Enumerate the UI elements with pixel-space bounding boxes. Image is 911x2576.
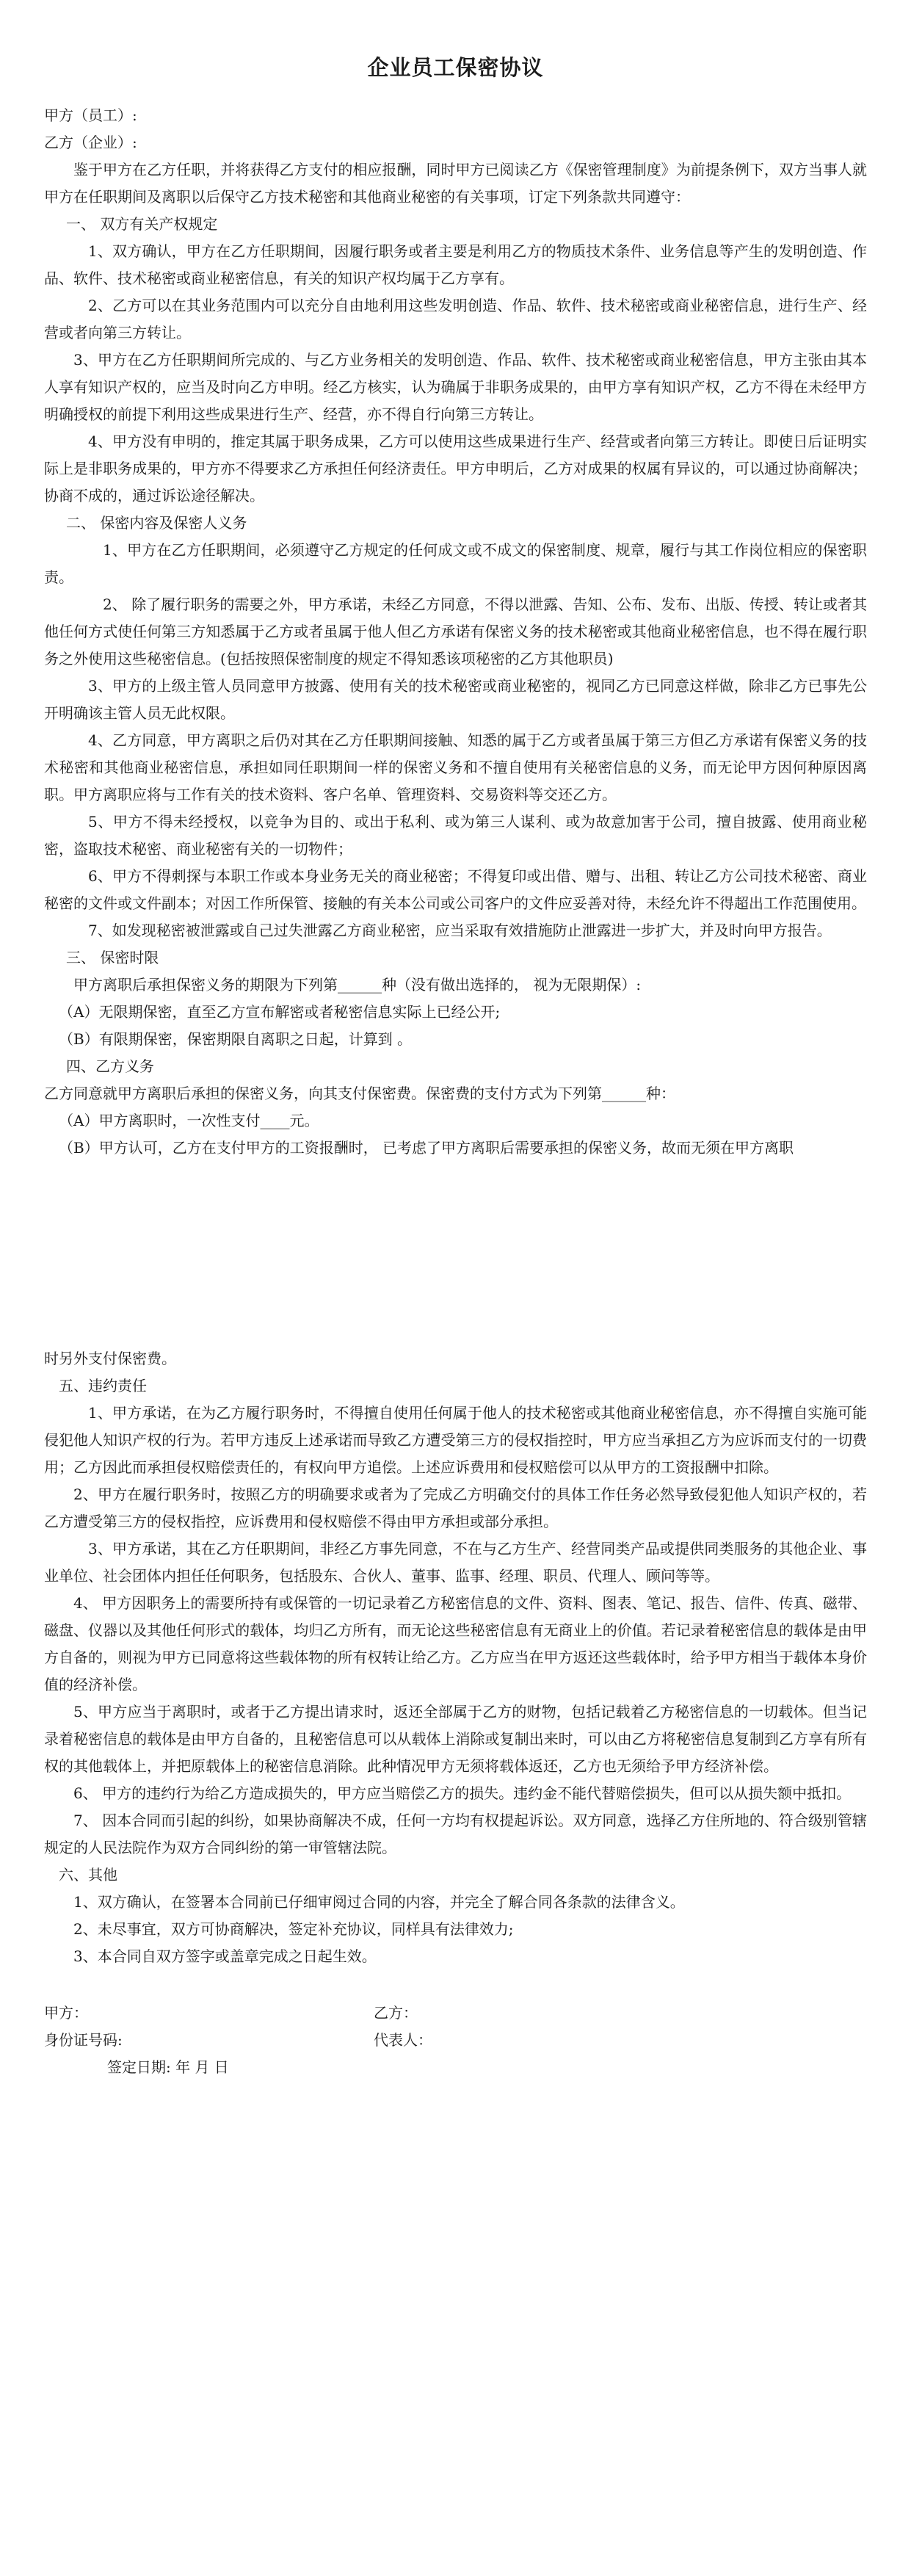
signature-row-parties xyxy=(44,2000,867,2027)
signature-row-date xyxy=(44,2054,867,2081)
preamble: 鉴于甲方在乙方任职，并将获得乙方支付的相应报酬，同时甲方已阅读乙方《保密管理制度》为前提条例下，双方当事人就甲方在任职期间及离职以后保守乙方技术秘密和其他商业秘密的有关事项，订定下列条款共同遵守： xyxy=(44,161,867,206)
page-break-gap xyxy=(44,1162,867,1345)
section-3-clause-1: 甲方离职后承担保密义务的期限为下列第______种（没有做出选择的， 视为无限期保）: xyxy=(73,976,642,994)
section-3-option-b: （B）有限期保密，保密期限自离职之日起，计算到 。 xyxy=(59,1030,413,1048)
section-2-clause-5: 5、甲方不得未经授权，以竞争为目的、或出于私利、或为第三人谋利、或为故意加害于公司，擅自披露、使用商业秘密，盗取技术秘密、商业秘密有关的一切物件； xyxy=(44,813,867,858)
signature-representative: 代表人： xyxy=(374,2031,432,2049)
signature-id-number: 身份证号码: xyxy=(44,2031,123,2049)
section-1-heading: 一、 双方有关产权规定 xyxy=(66,215,218,233)
section-4-option-b: （B）甲方认可，乙方在支付甲方的工资报酬时， 已考虑了甲方离职后需要承担的保密义务，故而无须在甲方离职 xyxy=(59,1139,794,1157)
signature-date: 签定日期: 年 月 日 xyxy=(107,2058,229,2076)
section-2-clause-2: 2、 除了履行职务的需要之外，甲方承诺，未经乙方同意，不得以泄露、告知、公布、发布、出版、传授、转让或者其他任何方式使任何第三方知悉属于乙方或者虽属于他人但乙方承诺有保密义务的技术秘密或其他商业秘密信息，也不得在履行职务之外使用这些秘密信息。(包括按照保密制度的规定不得知悉该项秘密的乙方其他职员) xyxy=(44,596,867,667)
section-6-heading: 六、其他 xyxy=(59,1866,117,1884)
signature-party-a: 甲方： xyxy=(44,2004,88,2022)
party-b-line: 乙方（企业）: xyxy=(44,134,137,151)
section-2-clause-3: 3、甲方的上级主管人员同意甲方披露、使用有关的技术秘密或商业秘密的，视同乙方已同意这样做，除非乙方已事先公开明确该主管人员无此权限。 xyxy=(44,677,867,722)
section-3-heading: 三、 保密时限 xyxy=(66,949,159,966)
section-4-continuation: 时另外支付保密费。 xyxy=(44,1350,176,1367)
section-6-clause-3: 3、本合同自双方签字或盖章完成之日起生效。 xyxy=(73,1947,377,1965)
section-3-option-a: （A）无限期保密，直至乙方宣布解密或者秘密信息实际上已经公开; xyxy=(59,1003,501,1021)
document-title: 企业员工保密协议 xyxy=(367,55,544,80)
section-5-clause-4: 4、 甲方因职务上的需要所持有或保管的一切记录着乙方秘密信息的文件、资料、图表、笔记、报告、信件、传真、磁带、磁盘、仪器以及其他任何形式的载体，均归乙方所有，而无论这些秘密信息有无商业上的价值。若记录着秘密信息的载体是由甲方自备的，则视为甲方已同意将这些载体物的所有权转让给乙方。乙方应当在甲方返还这些载体时，给予甲方相当于载体本身价值的经济补偿。 xyxy=(44,1594,867,1693)
section-4-clause-1: 乙方同意就甲方离职后承担的保密义务，向其支付保密费。保密费的支付方式为下列第______种： xyxy=(44,1085,675,1102)
section-1-clause-1: 1、双方确认，甲方在乙方任职期间，因履行职务或者主要是利用乙方的物质技术条件、业务信息等产生的发明创造、作品、软件、技术秘密或商业秘密信息，有关的知识产权均属于乙方享有。 xyxy=(44,242,867,287)
section-5-clause-2: 2、甲方在履行职务时，按照乙方的明确要求或者为了完成乙方明确交付的具体工作任务必然导致侵犯他人知识产权的，若乙方遭受第三方的侵权指控，应诉费用和侵权赔偿不得由甲方承担或部分承担。 xyxy=(44,1486,867,1530)
section-5-clause-7: 7、 因本合同而引起的纠纷，如果协商解决不成，任何一方均有权提起诉讼。双方同意，选择乙方住所地的、符合级别管辖规定的人民法院作为双方合同纠纷的第一审管辖法院。 xyxy=(44,1812,867,1856)
section-4-option-a: （A）甲方离职时，一次性支付____元。 xyxy=(59,1112,319,1129)
section-1-clause-3: 3、甲方在乙方任职期间所完成的、与乙方业务相关的发明创造、作品、软件、技术秘密或商业秘密信息，甲方主张由其本人享有知识产权的，应当及时向乙方申明。经乙方核实，认为确属于非职务成果的，由甲方享有知识产权，乙方不得在未经甲方明确授权的前提下利用这些成果进行生产、经营，亦不得自行向第三方转让。 xyxy=(44,351,867,423)
section-2-clause-4: 4、乙方同意，甲方离职之后仍对其在乙方任职期间接触、知悉的属于乙方或者虽属于第三方但乙方承诺有保密义务的技术秘密和其他商业秘密信息，承担如同任职期间一样的保密义务和不擅自使用有关秘密信息的义务，而无论甲方因何种原因离职。甲方离职应将与工作有关的技术资料、客户名单、管理资料、交易资料等交还乙方。 xyxy=(44,731,867,803)
section-5-clause-6: 6、 甲方的违约行为给乙方造成损失的，甲方应当赔偿乙方的损失。违约金不能代替赔偿损失，但可以从损失额中抵扣。 xyxy=(73,1784,852,1802)
section-6-clause-1: 1、双方确认，在签署本合同前已仔细审阅过合同的内容，并完全了解合同各条款的法律含义。 xyxy=(73,1893,685,1911)
party-a-line: 甲方（员工）: xyxy=(44,106,137,124)
section-5-clause-1: 1、甲方承诺，在为乙方履行职务时，不得擅自使用任何属于他人的技术秘密或其他商业秘密信息，亦不得擅自实施可能侵犯他人知识产权的行为。若甲方违反上述承诺而导致乙方遭受第三方的侵权指控时，甲方应当承担乙方为应诉而支付的一切费用；乙方因此而承担侵权赔偿责任的，有权向甲方追偿。上述应诉费用和侵权赔偿可以从甲方的工资报酬中扣除。 xyxy=(44,1404,867,1476)
section-5-clause-5: 5、甲方应当于离职时，或者于乙方提出请求时，返还全部属于乙方的财物，包括记载着乙方秘密信息的一切载体。但当记录着秘密信息的载体是由甲方自备的，且秘密信息可以从载体上消除或复制出来时，可以由乙方将秘密信息复制到乙方享有所有权的其他载体上，并把原载体上的秘密信息消除。此种情况甲方无须将载体返还，乙方也无须给予甲方经济补偿。 xyxy=(44,1703,867,1775)
section-2-clause-6: 6、甲方不得刺探与本职工作或本身业务无关的商业秘密；不得复印或出借、赠与、出租、转让乙方公司技术秘密、商业秘密的文件或文件副本；对因工作所保管、接触的有关本公司或公司客户的文件应妥善对待，未经允许不得超出工作范围使用。 xyxy=(44,867,867,912)
signature-gap xyxy=(44,1970,867,2000)
section-2-clause-7: 7、如发现秘密被泄露或自己过失泄露乙方商业秘密，应当采取有效措施防止泄露进一步扩大，并及时向甲方报告。 xyxy=(88,922,832,939)
section-5-clause-3: 3、甲方承诺，其在乙方任职期间，非经乙方事先同意，不在与乙方生产、经营同类产品或提供同类服务的其他企业、事业单位、社会团体内担任任何职务，包括股东、合伙人、董事、监事、经理、职员、代理人、顾问等等。 xyxy=(44,1540,867,1585)
section-6-clause-2: 2、未尽事宜，双方可协商解决，签定补充协议，同样具有法律效力; xyxy=(73,1920,514,1938)
section-4-heading: 四、乙方义务 xyxy=(66,1057,154,1075)
section-2-heading: 二、 保密内容及保密人义务 xyxy=(66,514,247,532)
agreement-page xyxy=(44,51,867,2081)
section-2-clause-1: 1、甲方在乙方任职期间，必须遵守乙方规定的任何成文或不成文的保密制度、规章，履行与其工作岗位相应的保密职责。 xyxy=(44,541,867,586)
signature-row-ids xyxy=(44,2027,867,2054)
section-5-heading: 五、违约责任 xyxy=(59,1377,147,1394)
section-1-clause-2: 2、乙方可以在其业务范围内可以充分自由地利用这些发明创造、作品、软件、技术秘密或商业秘密信息，进行生产、经营或者向第三方转让。 xyxy=(44,297,867,341)
section-1-clause-4: 4、甲方没有申明的，推定其属于职务成果，乙方可以使用这些成果进行生产、经营或者向第三方转让。即使日后证明实际上是非职务成果的，甲方亦不得要求乙方承担任何经济责任。甲方申明后，乙方对成果的权属有异议的，可以通过协商解决；协商不成的，通过诉讼途径解决。 xyxy=(44,433,867,504)
signature-party-b: 乙方： xyxy=(374,2004,418,2022)
